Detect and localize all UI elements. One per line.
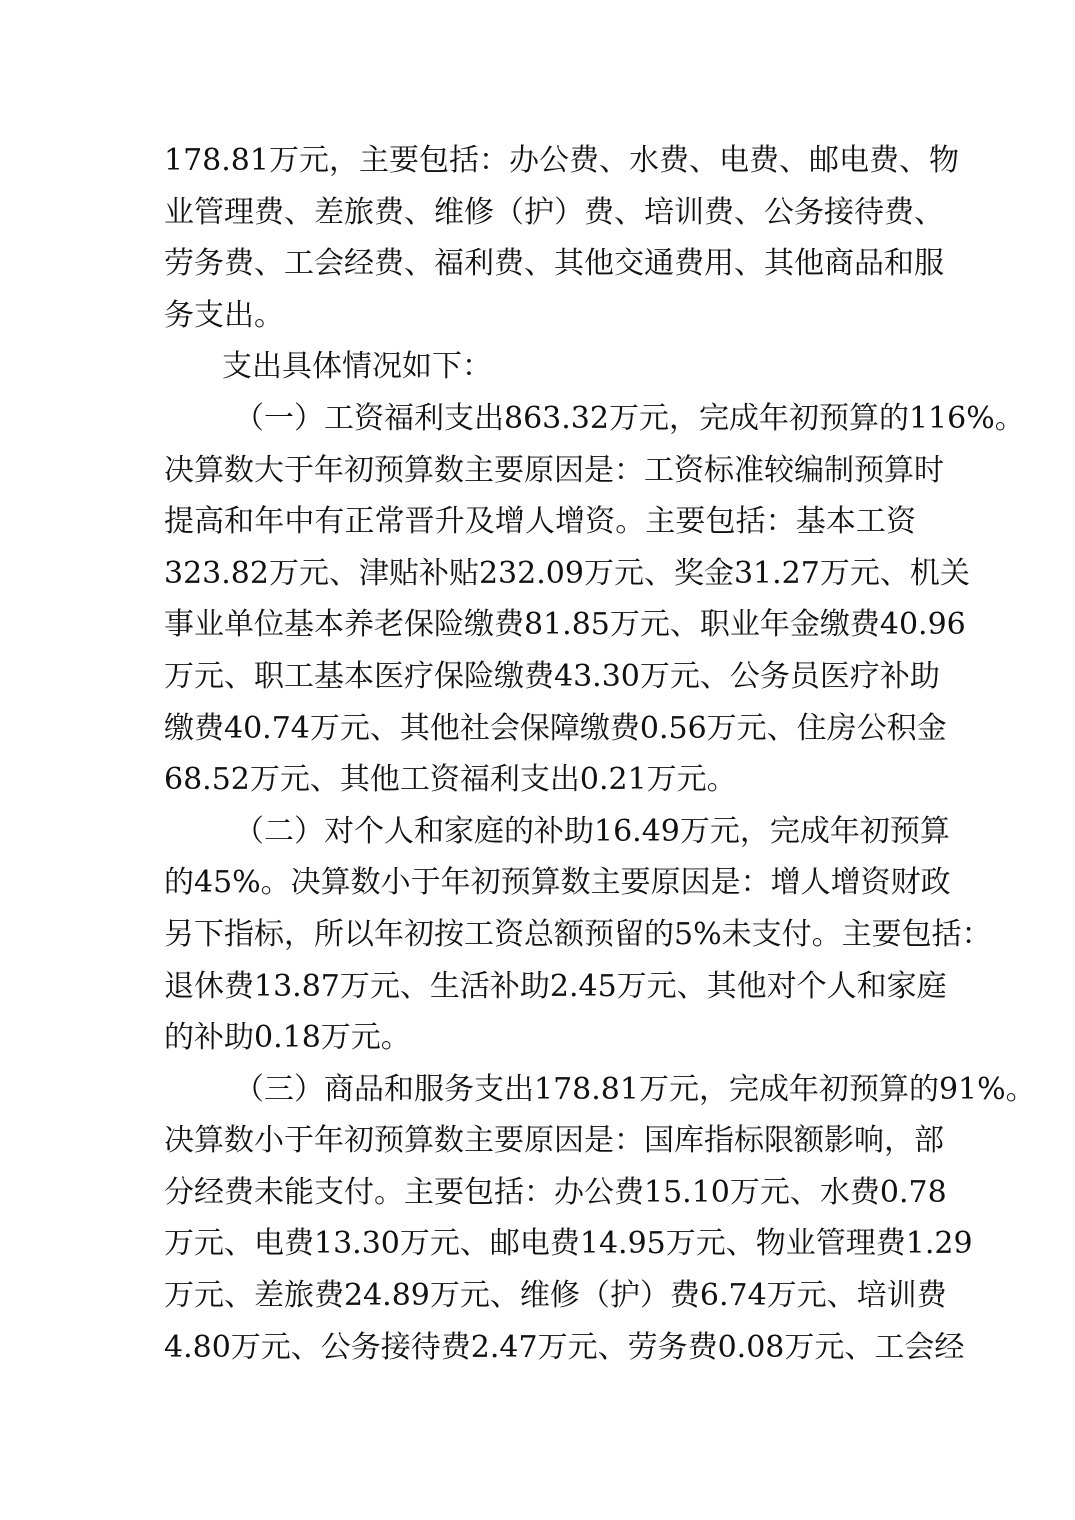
text-line: 的补助0.18万元。: [164, 1020, 411, 1056]
text-line: 事业单位基本养老保险缴费81.85万元、职业年金缴费40.96: [164, 607, 966, 643]
paragraph-section-2-subsidies: [164, 806, 992, 1064]
text-line: （三）商品和服务支出178.81万元，完成年初预算的91%。: [234, 1071, 1036, 1107]
paragraph-expense-details-heading: [164, 341, 916, 393]
text-line: 支出具体情况如下：: [222, 349, 492, 385]
text-line: 分经费未能支付。主要包括：办公费15.10万元、水费0.78: [164, 1174, 947, 1210]
text-line: （一）工资福利支出863.32万元，完成年初预算的116%。: [234, 400, 1025, 436]
document-page: [164, 135, 1036, 1373]
text-line: 万元、职工基本医疗保险缴费43.30万元、公务员医疗补助: [164, 658, 940, 694]
paragraph-section-1-wages: [164, 393, 1025, 806]
paragraph-intro-continued: [164, 135, 959, 341]
text-line: 决算数大于年初预算数主要原因是：工资标准较编制预算时: [164, 452, 944, 488]
text-line: 万元、电费13.30万元、邮电费14.95万元、物业管理费1.29: [164, 1226, 973, 1262]
text-line: 缴费40.74万元、其他社会保障缴费0.56万元、住房公积金: [164, 710, 947, 746]
text-line: 劳务费、工会经费、福利费、其他交通费用、其他商品和服: [164, 246, 944, 282]
text-line: 178.81万元，主要包括：办公费、水费、电费、邮电费、物: [164, 143, 959, 178]
text-line: （二）对个人和家庭的补助16.49万元，完成年初预算: [234, 813, 950, 849]
text-line: 4.80万元、公务接待费2.47万元、劳务费0.08万元、工会经: [164, 1329, 965, 1365]
text-line: 万元、差旅费24.89万元、维修（护）费6.74万元、培训费: [164, 1278, 947, 1314]
text-line: 323.82万元、津贴补贴232.09万元、奖金31.27万元、机关: [164, 555, 970, 591]
text-line: 决算数小于年初预算数主要原因是：国库指标限额影响，部: [164, 1123, 944, 1159]
text-line: 另下指标，所以年初按工资总额预留的5%未支付。主要包括：: [164, 916, 992, 952]
text-line: 退休费13.87万元、生活补助2.45万元、其他对个人和家庭: [164, 968, 947, 1004]
text-line: 68.52万元、其他工资福利支出0.21万元。: [164, 762, 737, 798]
text-line: 业管理费、差旅费、维修（护）费、培训费、公务接待费、: [164, 194, 944, 230]
text-line: 提高和年中有正常晋升及增人增资。主要包括：基本工资: [164, 504, 916, 540]
text-line: 的45%。决算数小于年初预算数主要原因是：增人增资财政: [164, 865, 951, 901]
text-line: 务支出。: [164, 297, 284, 333]
paragraph-section-3-goods-services: [164, 1064, 1036, 1374]
